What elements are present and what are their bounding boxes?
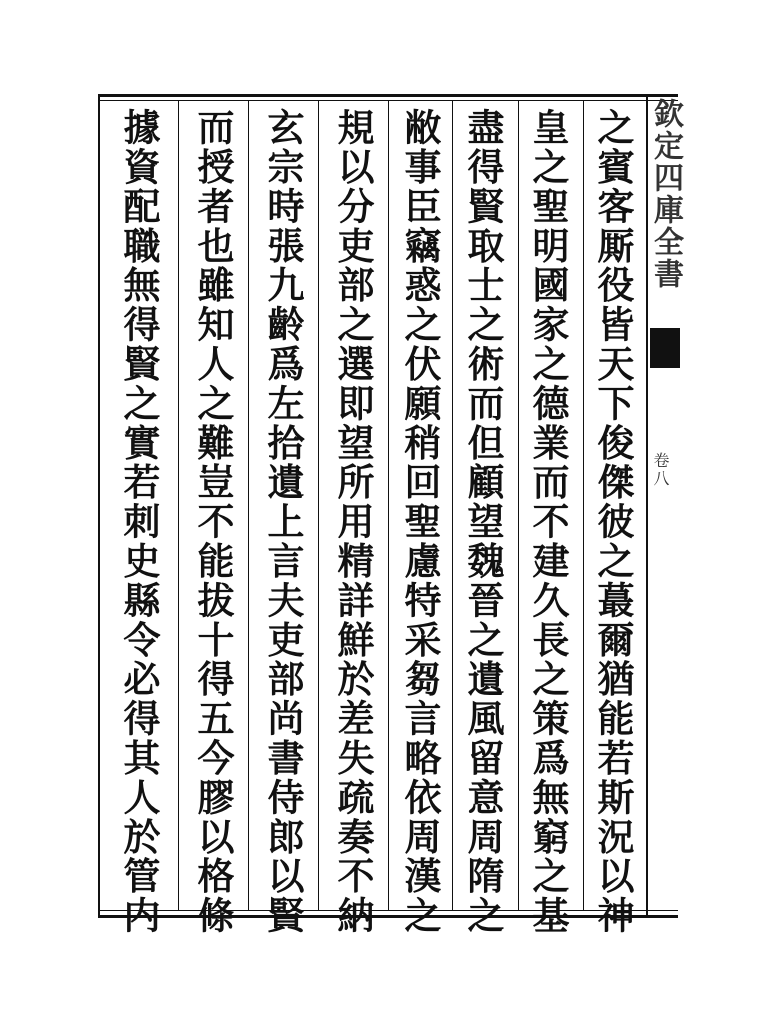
text-column-7: 而授者也雖知人之難豈不能拔十得五今膠以格條	[191, 108, 235, 936]
text-column-4: 敝事臣竊惑之伏願稍回聖慮特采芻言略依周漢之	[398, 108, 442, 936]
column-divider	[518, 100, 519, 910]
text-column-6: 玄宗時張九齡爲左拾遺上言夫吏部尚書侍郎以賢	[261, 108, 305, 936]
column-divider	[318, 100, 319, 910]
fascicle-label: 卷八	[651, 452, 670, 488]
text-column-3: 盡得賢取士之術而但顧望魏晉之遺風留意周隋之	[461, 108, 505, 936]
column-divider	[248, 100, 249, 910]
top-border-thick	[98, 94, 678, 97]
text-column-1: 之賓客厮役皆天下俊傑彼之蕞爾猶能若斯況以神	[591, 108, 635, 936]
text-column-8: 據資配職無得賢之實若刺史縣令必得其人於管内	[117, 108, 161, 936]
text-column-2: 皇之聖明國家之德業而不建久長之策爲無窮之基	[526, 108, 570, 936]
left-border	[98, 94, 100, 918]
column-divider	[388, 100, 389, 910]
column-divider	[178, 100, 179, 910]
book-title-margin: 欽定四庫全書	[648, 98, 683, 290]
text-column-5: 規以分吏部之選即望所用精詳鮮於差失疏奏不納	[331, 108, 375, 936]
fish-tail-mark	[650, 328, 680, 368]
column-divider	[452, 100, 453, 910]
column-divider	[583, 100, 584, 910]
